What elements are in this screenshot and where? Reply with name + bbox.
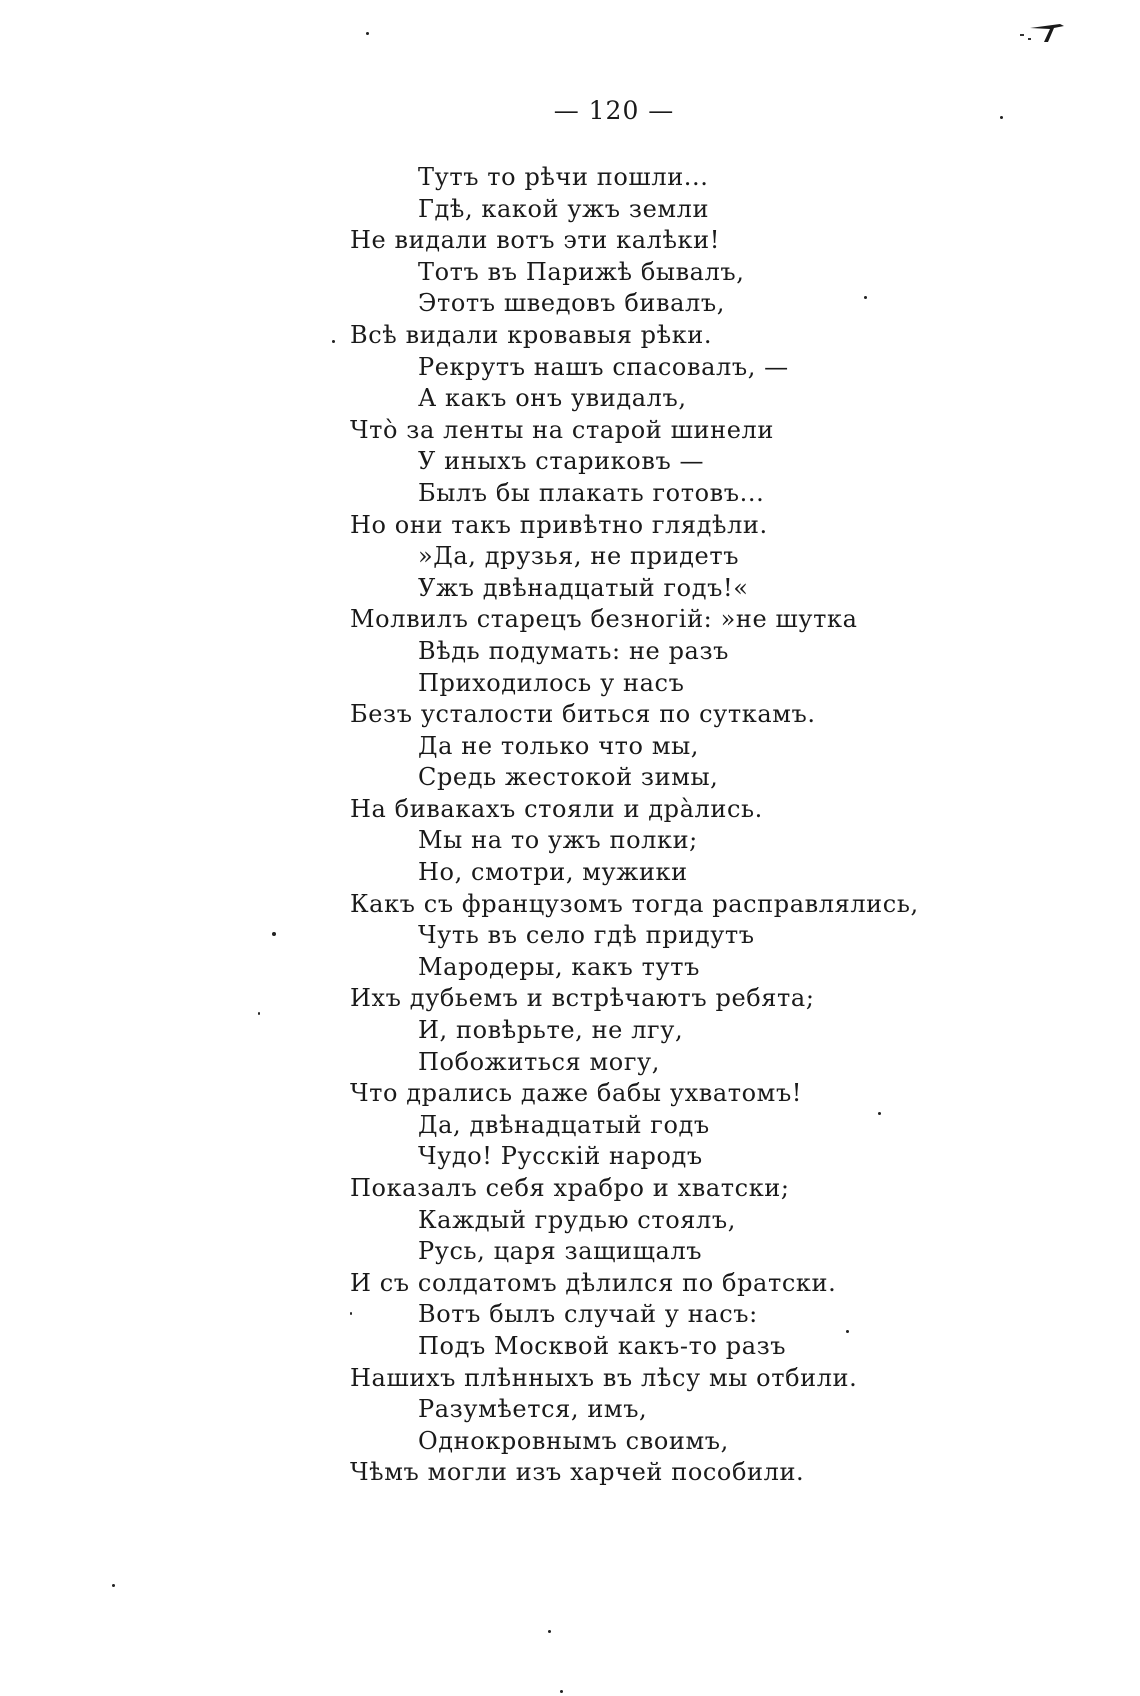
poem-line: Приходилось у насъ [418,668,685,697]
poem-line: Какъ съ французомъ тогда расправлялись, [350,889,919,918]
poem-line: Тотъ въ Парижѣ бывалъ, [418,257,745,286]
scan-speck [864,296,867,299]
poem-line: Всѣ видали кровавыя рѣки. [350,320,713,349]
poem-line: Былъ бы плакать готовъ... [418,478,765,507]
poem-line: И, повѣрьте, не лгу, [418,1016,684,1045]
poem-line: И съ солдатомъ дѣлился по братски. [350,1268,837,1297]
poem-line: Побожиться могу, [418,1047,660,1076]
poem-line: Ужъ двѣнадцатый годъ!« [418,573,749,602]
poem-line: Но они такъ привѣтно глядѣли. [350,510,768,539]
poem-line: Средь жестокой зимы, [418,763,719,792]
poem-line: Вотъ былъ случай у насъ: [418,1300,758,1329]
poem-line: Чуть въ село гдѣ придутъ [418,921,755,950]
poem-line: »Да, друзья, не придетъ [418,542,740,571]
poem-line: Что дрались даже бабы ухватомъ! [350,1079,803,1108]
poem-line: Тутъ то рѣчи пошли... [418,163,709,191]
poem-line: Подъ Москвой какъ-то разъ [418,1331,787,1360]
scan-speck [878,1112,881,1115]
poem-text [350,162,1050,1489]
poem-line: Рекрутъ нашъ спасовалъ, — [418,352,789,381]
poem-line: Не видали вотъ эти калѣки! [350,226,720,255]
poem-line: Каждый грудью стоялъ, [418,1205,736,1234]
poem-line: Ихъ дубьемъ и встрѣчаютъ ребята; [350,984,815,1013]
poem-line: Да, двѣнадцатый годъ [418,1110,710,1139]
scan-speck [846,1330,849,1333]
poem-line: Чѣмъ могли изъ харчей пособили. [350,1458,805,1487]
scan-speck [332,340,335,343]
poem-line: Показалъ себя храбро и хватски; [350,1174,790,1202]
poem-line: Мы на то ужъ полки; [418,826,698,855]
scan-speck [350,1312,352,1315]
page-number: — 120 — [553,96,675,125]
scan-speck [548,1630,551,1633]
poem-line: Этотъ шведовъ бивалъ, [418,289,725,318]
poem-line: Молвилъ старецъ безногій: »не шутка [350,605,858,634]
poem-line: Безъ усталости биться по суткамъ. [350,700,816,729]
poem-line: Русь, царя защищалъ [418,1237,703,1266]
poem-line: Нашихъ плѣнныхъ въ лѣсу мы отбили. [350,1363,858,1392]
scan-artifact-mark [1020,20,1100,50]
poem-line: Вѣдь подумать: не разъ [418,636,730,665]
poem-line: На бивакахъ стояли и дрàлись. [350,794,763,823]
poem-line: Однокровнымъ своимъ, [418,1426,729,1455]
poem-line: Да не только что мы, [418,731,700,760]
scan-speck [1000,116,1003,119]
scan-speck [272,932,276,936]
scan-speck [258,1012,260,1015]
poem-line: Чтò за ленты на старой шинели [350,415,774,444]
poem-line: Но, смотри, мужики [418,858,688,887]
poem-line: А какъ онъ увидалъ, [418,384,687,413]
poem-line: Разумѣется, имъ, [418,1395,648,1424]
poem-line: Чудо! Русскій народъ [418,1142,703,1171]
poem-line: У иныхъ стариковъ — [418,447,705,476]
scan-speck [560,1690,563,1693]
scan-speck [112,1584,115,1587]
poem-line: Гдѣ, какой ужъ земли [418,194,710,223]
poem-line: Мародеры, какъ тутъ [418,952,700,981]
scan-speck [366,32,369,35]
